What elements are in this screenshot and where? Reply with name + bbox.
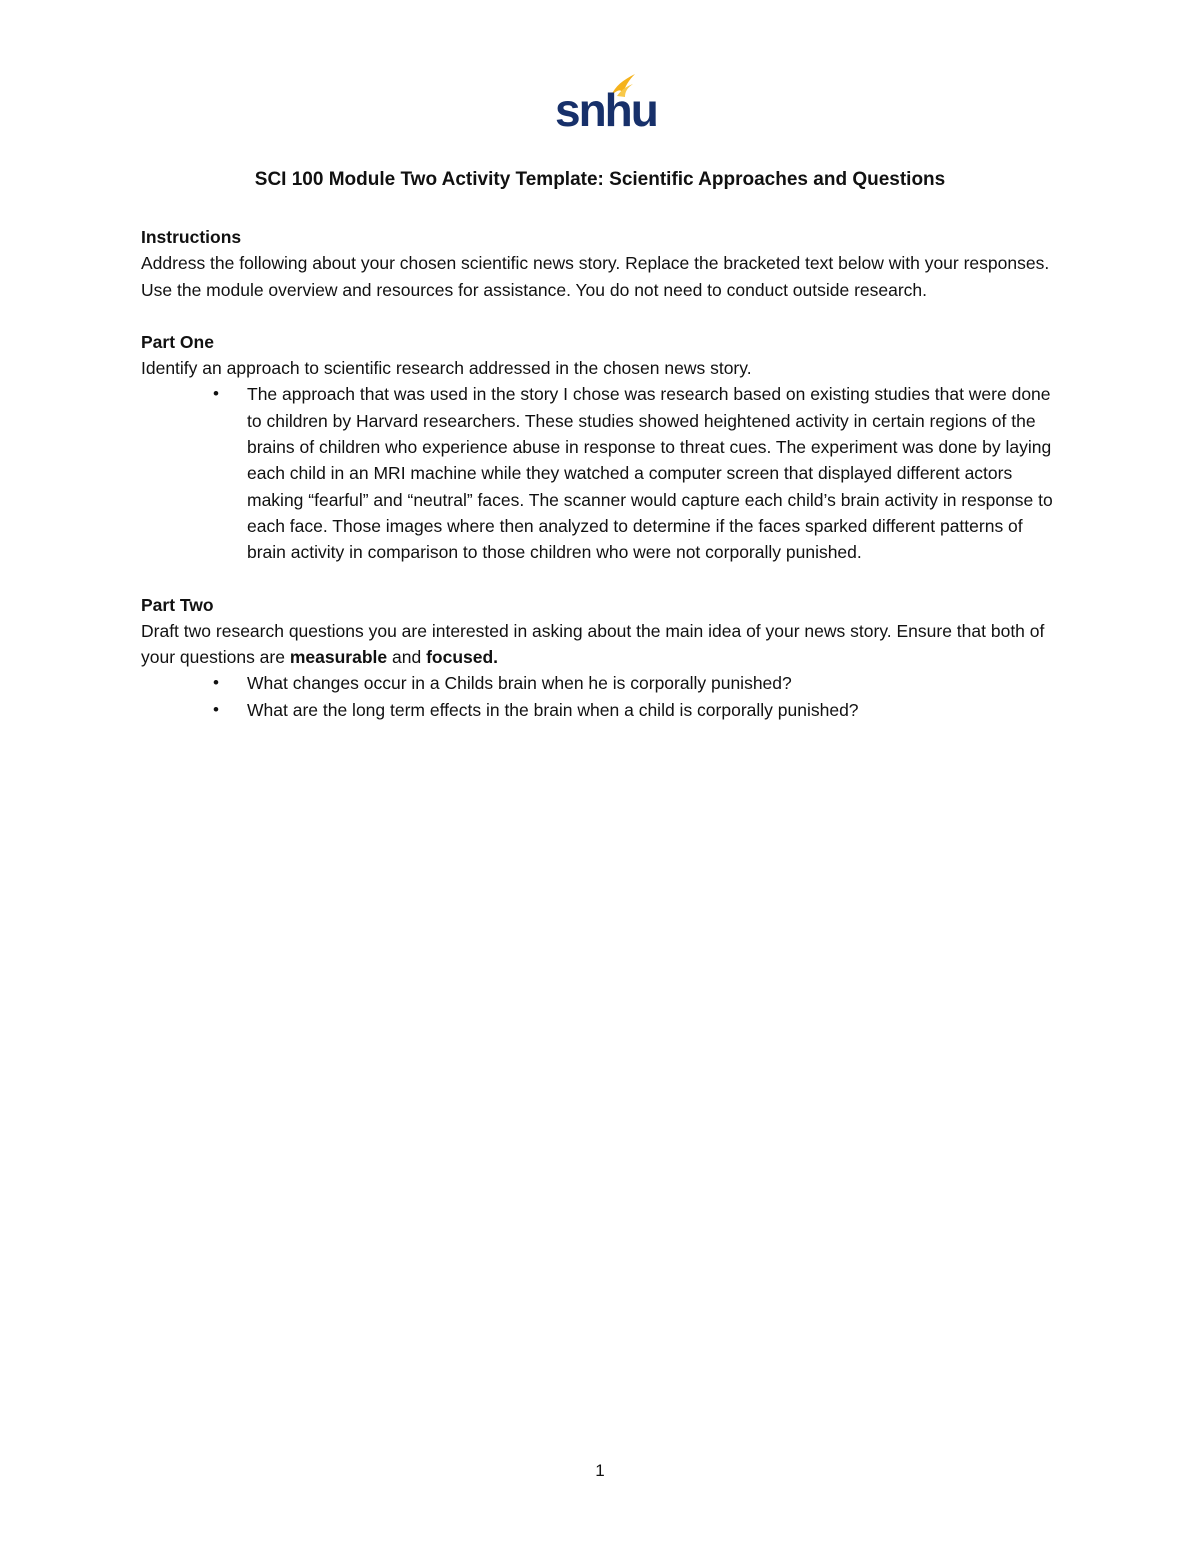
measurable-emphasis: measurable <box>289 647 388 668</box>
list-item <box>141 697 1066 723</box>
part-one-list <box>141 381 1066 565</box>
bullet-icon: • <box>213 673 219 693</box>
part-two-heading: Part Two <box>141 594 214 615</box>
part-two-list <box>141 670 1066 723</box>
list-item <box>141 670 1066 696</box>
logo-wordmark: snhu <box>555 84 657 136</box>
instructions-text: Address the following about your chosen scientific news story. Replace the bracketed text below with your responses. Use the module overview and resources for assistance. You do not need to conduct outside research. <box>141 253 1050 300</box>
bullet-icon: • <box>213 384 219 404</box>
part-one-prompt: Identify an approach to scientific research addressed in the chosen news story. <box>141 358 752 379</box>
list-item-text: The approach that was used in the story I chose was research based on existing studies that were done to children by Harvard researchers. These studies showed heightened activity in certain regions of the brains of children who experience abuse in response to threat cues. The experiment was done by laying each child in an MRI machine while they watched a computer screen that displayed different actors making “fearful” and “neutral” faces. The scanner would capture each child’s brain activity in response to each face. Those images where then analyzed to determine if the faces sparked different patterns of brain activity in comparison to those children who were not corporally punished. <box>247 384 1053 563</box>
list-item-text: What changes occur in a Childs brain when he is corporally punished? <box>247 673 792 694</box>
focused-emphasis: focused <box>426 647 494 668</box>
document-body <box>141 224 1066 723</box>
list-item-text: What are the long term effects in the brain when a child is corporally punished? <box>247 699 859 720</box>
document-title: SCI 100 Module Two Activity Template: Scientific Approaches and Questions <box>254 169 946 190</box>
bullet-icon: • <box>213 699 219 719</box>
page-number: 1 <box>595 1461 605 1480</box>
list-item <box>141 381 1066 565</box>
part-one-heading: Part One <box>141 331 214 352</box>
instructions-heading: Instructions <box>141 227 242 247</box>
snhu-logo <box>555 72 657 136</box>
part-two-prompt: Draft two research questions you are interested in asking about the main idea of your news story. Ensure that both of your questions are measurable and focused. <box>141 620 1045 668</box>
